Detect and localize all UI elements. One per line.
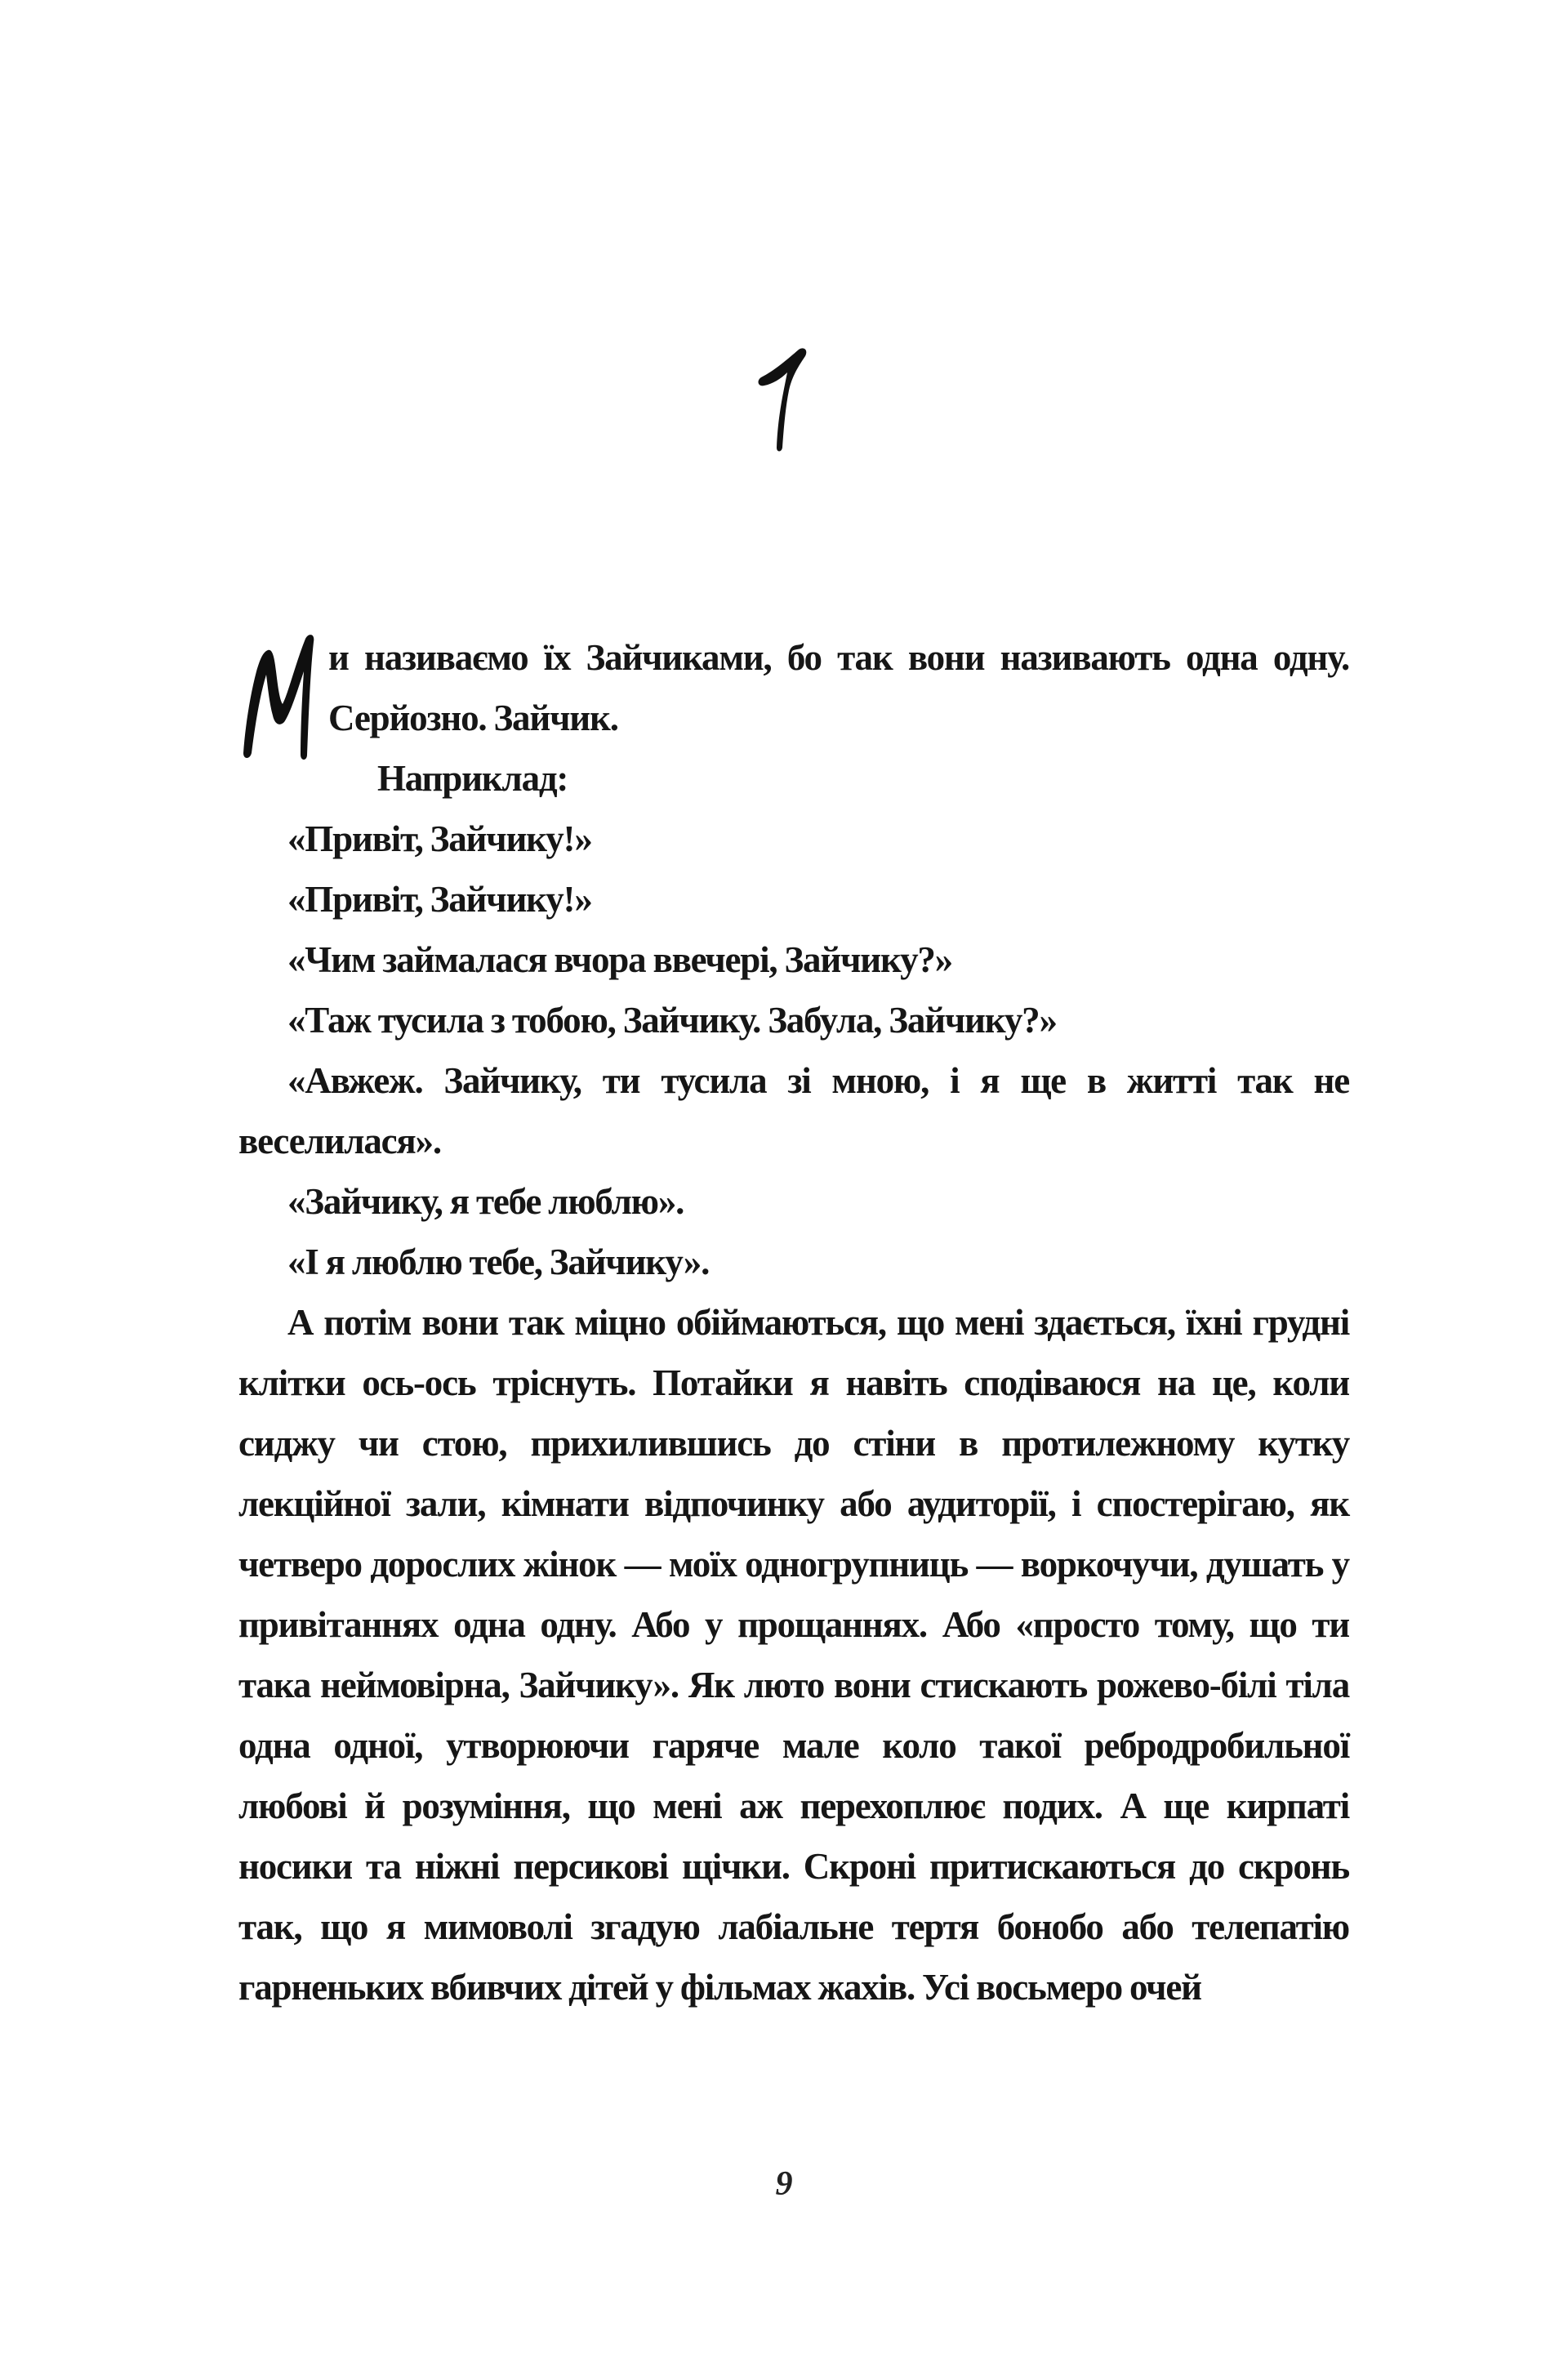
paragraph-text: и називаємо їх Зайчиками, бо так вони називають одна одну. Серйозно. Зайчик. <box>328 637 1349 738</box>
paragraph-dialogue: «Привіт, Зайчику!» <box>287 879 592 920</box>
paragraph-dialogue: «Таж тусила з тобою, Зайчику. Забула, Зайчику?» <box>287 1000 1057 1041</box>
chapter-number <box>751 343 817 457</box>
paragraph: Наприклад: <box>377 758 568 799</box>
paragraph-dialogue: «Привіт, Зайчику!» <box>287 818 592 859</box>
drop-cap <box>238 631 317 761</box>
paragraph-dialogue: «Авжеж. Зайчику, ти тусила зі мною, і я ще в житті так не веселилася». <box>238 1060 1349 1161</box>
chapter-body <box>238 627 1349 2017</box>
chapter-number-brush-glyph <box>751 343 817 457</box>
paragraph-dialogue: «І я люблю тебе, Зайчику». <box>287 1241 710 1282</box>
drop-cap-brush-glyph <box>238 631 317 761</box>
paragraph-opening <box>238 627 1349 748</box>
paragraph-dialogue: «Чим займалася вчора ввечері, Зайчику?» <box>287 939 952 980</box>
paragraph-narrative: А потім вони так міцно обіймаються, що мені здається, їхні грудні клітки ось-ось тріснуть. Потайки я навіть сподіваюся на це, коли сиджу чи стою, прихилившись до стіни в протилежному кутку лекційної зали, кімнати відпочинку або аудиторії, і спостерігаю, як четверо дорослих жінок — моїх одногрупниць — воркочучи, душать у привітаннях одна одну. Або у прощаннях. Або «просто тому, що ти така неймовірна, Зайчику». Як люто вони стискають рожево-білі тіла одна одної, утворюючи гаряче мале коло такої ребродробильної любові й розуміння, що мені аж перехоплює подих. А ще кирпаті носики та ніжні персикові щічки. Скроні притискаються до скронь так, що я мимоволі згадую лабіальне тертя бонобо або телепатію гарненьких вбивчих дітей у фільмах жахів. Усі восьмеро очей <box>238 1302 1349 2008</box>
page-number: 9 <box>775 2165 793 2203</box>
paragraph-dialogue: «Зайчику, я тебе люблю». <box>287 1181 684 1222</box>
